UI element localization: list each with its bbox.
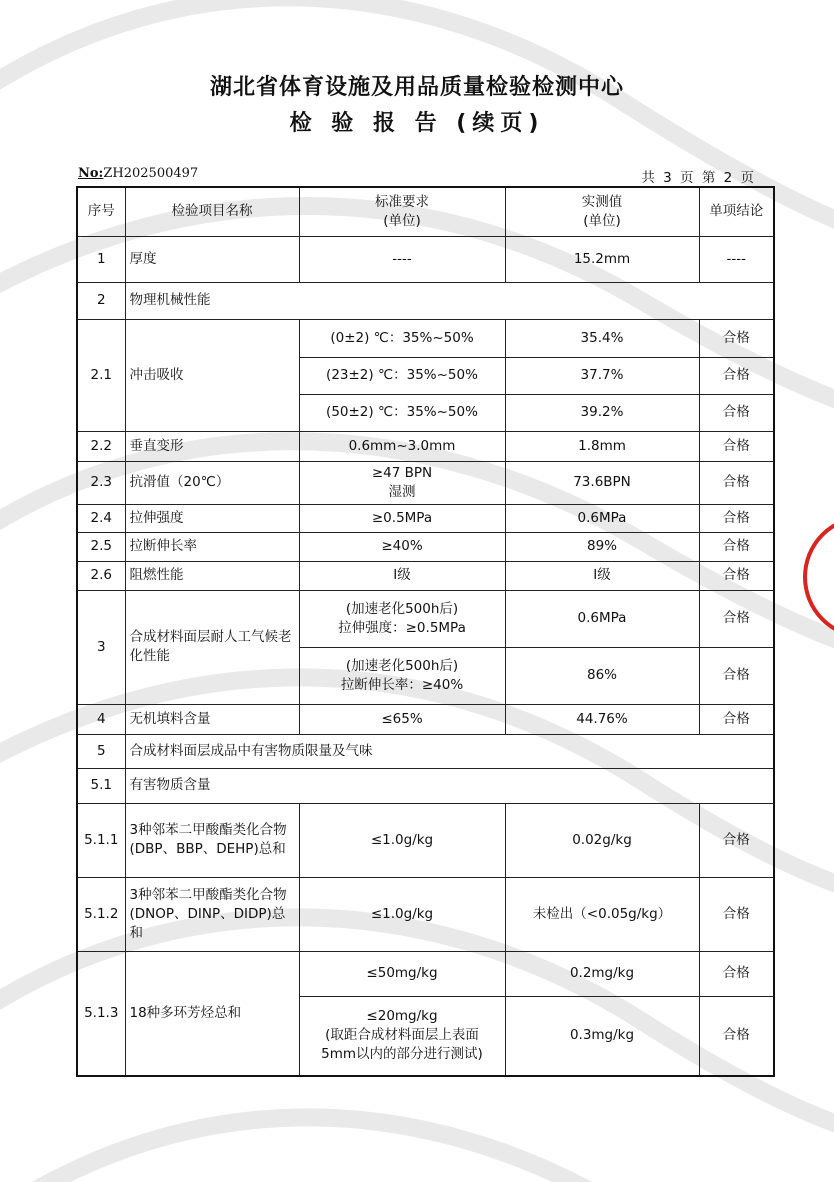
row-conclusion: 合格: [699, 877, 774, 951]
row-conclusion: 合格: [699, 561, 774, 590]
section-row: [77, 768, 774, 803]
row-conclusion: 合格: [699, 461, 774, 504]
table-row: [77, 590, 774, 647]
row-seq: 1: [77, 236, 125, 282]
row-measured: 37.7%: [505, 357, 699, 394]
row-requirement: ----: [299, 236, 505, 282]
row-requirement: ≤1.0g/kg: [299, 877, 505, 951]
header-measured: [505, 187, 699, 236]
row-conclusion: 合格: [699, 394, 774, 431]
section-row: [77, 282, 774, 319]
row-measured: 0.3mg/kg: [505, 996, 699, 1076]
row-conclusion: 合格: [699, 996, 774, 1076]
row-measured: Ⅰ级: [505, 561, 699, 590]
row-conclusion: 合格: [699, 951, 774, 996]
table-row: [77, 951, 774, 996]
table-row: [77, 561, 774, 590]
row-requirement-line1: ≤20mg/kg: [366, 1008, 438, 1025]
report-number-label: No:: [78, 166, 104, 181]
table-row: [77, 532, 774, 561]
row-requirement: [299, 590, 505, 647]
row-item: 拉伸强度: [125, 504, 299, 532]
table-row: [77, 431, 774, 461]
header-seq: 序号: [77, 187, 125, 236]
row-item: 冲击吸收: [125, 319, 299, 431]
row-measured: 0.02g/kg: [505, 803, 699, 877]
row-requirement: ≤65%: [299, 704, 505, 734]
row-item: 物理机械性能: [125, 282, 774, 319]
row-conclusion: 合格: [699, 803, 774, 877]
row-seq: 2.1: [77, 319, 125, 431]
row-requirement-line2: 湿测: [388, 483, 416, 500]
row-requirement-line1: (加速老化500h后): [345, 657, 459, 674]
report-number-value: ZH202500497: [103, 166, 199, 181]
row-measured: 89%: [505, 532, 699, 561]
row-requirement: ≤1.0g/kg: [299, 803, 505, 877]
row-seq: 5.1.3: [77, 951, 125, 1076]
row-measured: 0.6MPa: [505, 590, 699, 647]
page-info: 共 3 页 第 2 页: [641, 170, 756, 186]
row-requirement: [299, 996, 505, 1076]
row-measured: 0.6MPa: [505, 504, 699, 532]
row-item: 有害物质含量: [125, 768, 774, 803]
row-item: 18种多环芳烃总和: [125, 951, 299, 1076]
row-item: 无机填料含量: [125, 704, 299, 734]
row-seq: 2: [77, 282, 125, 319]
row-requirement: [299, 461, 505, 504]
row-seq: 2.5: [77, 532, 125, 561]
row-item: 3种邻苯二甲酸酯类化合物(DBP、BBP、DEHP)总和: [125, 803, 299, 877]
row-requirement: Ⅰ级: [299, 561, 505, 590]
row-item: 厚度: [125, 236, 299, 282]
row-conclusion: 合格: [699, 647, 774, 704]
header-requirement: [299, 187, 505, 236]
row-measured: 39.2%: [505, 394, 699, 431]
row-seq: 2.2: [77, 431, 125, 461]
row-requirement: ≤50mg/kg: [299, 951, 505, 996]
row-item: 阻燃性能: [125, 561, 299, 590]
row-item: 合成材料面层耐人工气候老化性能: [125, 590, 299, 704]
row-item: 拉断伸长率: [125, 532, 299, 561]
row-requirement: (50±2) ℃：35%~50%: [299, 394, 505, 431]
report-title: 湖北省体育设施及用品质量检验检测中心: [209, 75, 624, 100]
row-seq: 5.1.1: [77, 803, 125, 877]
row-measured: 44.76%: [505, 704, 699, 734]
row-seq: 2.6: [77, 561, 125, 590]
inspection-table: [76, 186, 775, 1077]
row-measured: 0.2mg/kg: [505, 951, 699, 996]
row-seq: 3: [77, 590, 125, 704]
row-conclusion: 合格: [699, 319, 774, 357]
table-header-row: [77, 187, 774, 236]
row-measured: 15.2mm: [505, 236, 699, 282]
row-requirement: ≥40%: [299, 532, 505, 561]
row-conclusion: 合格: [699, 357, 774, 394]
row-item: 合成材料面层成品中有害物质限量及气味: [125, 734, 774, 768]
row-conclusion: 合格: [699, 590, 774, 647]
header-requirement-line1: 标准要求: [375, 193, 429, 210]
row-seq: 2.4: [77, 504, 125, 532]
row-requirement-line2: 拉断伸长率：≥40%: [340, 676, 464, 693]
official-seal: [790, 512, 834, 642]
row-measured: 86%: [505, 647, 699, 704]
row-seq: 2.3: [77, 461, 125, 504]
table-row: [77, 877, 774, 951]
row-conclusion: 合格: [699, 431, 774, 461]
table-row: [77, 236, 774, 282]
row-item: 垂直变形: [125, 431, 299, 461]
row-conclusion: 合格: [699, 704, 774, 734]
row-requirement: (23±2) ℃：35%~50%: [299, 357, 505, 394]
table-row: [77, 504, 774, 532]
table-row: [77, 803, 774, 877]
row-measured: 未检出（<0.05g/kg）: [505, 877, 699, 951]
row-measured: 73.6BPN: [505, 461, 699, 504]
row-conclusion: ----: [699, 236, 774, 282]
row-requirement: [299, 647, 505, 704]
header-requirement-line2: (单位): [383, 212, 421, 229]
header-item: 检验项目名称: [125, 187, 299, 236]
table-row: [77, 461, 774, 504]
row-requirement-line2: (取距合成材料面层上表面: [325, 1027, 479, 1044]
header-conclusion: 单项结论: [699, 187, 774, 236]
row-measured: 35.4%: [505, 319, 699, 357]
row-seq: 5.1: [77, 768, 125, 803]
row-item: 3种邻苯二甲酸酯类化合物(DNOP、DINP、DIDP)总和: [125, 877, 299, 951]
row-requirement: 0.6mm~3.0mm: [299, 431, 505, 461]
section-row: [77, 734, 774, 768]
row-item: 抗滑值（20℃）: [125, 461, 299, 504]
header-measured-line2: (单位): [583, 212, 621, 229]
row-requirement: (0±2) ℃：35%~50%: [299, 319, 505, 357]
row-requirement-line3: 5mm以内的部分进行测试): [321, 1046, 483, 1063]
row-seq: 5.1.2: [77, 877, 125, 951]
row-conclusion: 合格: [699, 504, 774, 532]
row-seq: 4: [77, 704, 125, 734]
report-subtitle: 检 验 报 告 (续页): [289, 111, 545, 136]
row-requirement-line2: 拉伸强度：≥0.5MPa: [338, 619, 466, 636]
row-requirement-line1: ≥47 BPN: [371, 464, 433, 481]
report-number: [78, 166, 198, 181]
table-row: [77, 704, 774, 734]
header-measured-line1: 实测值: [581, 193, 623, 210]
row-conclusion: 合格: [699, 532, 774, 561]
row-requirement: ≥0.5MPa: [299, 504, 505, 532]
row-measured: 1.8mm: [505, 431, 699, 461]
row-seq: 5: [77, 734, 125, 768]
row-requirement-line1: (加速老化500h后): [345, 600, 459, 617]
table-row: [77, 319, 774, 357]
